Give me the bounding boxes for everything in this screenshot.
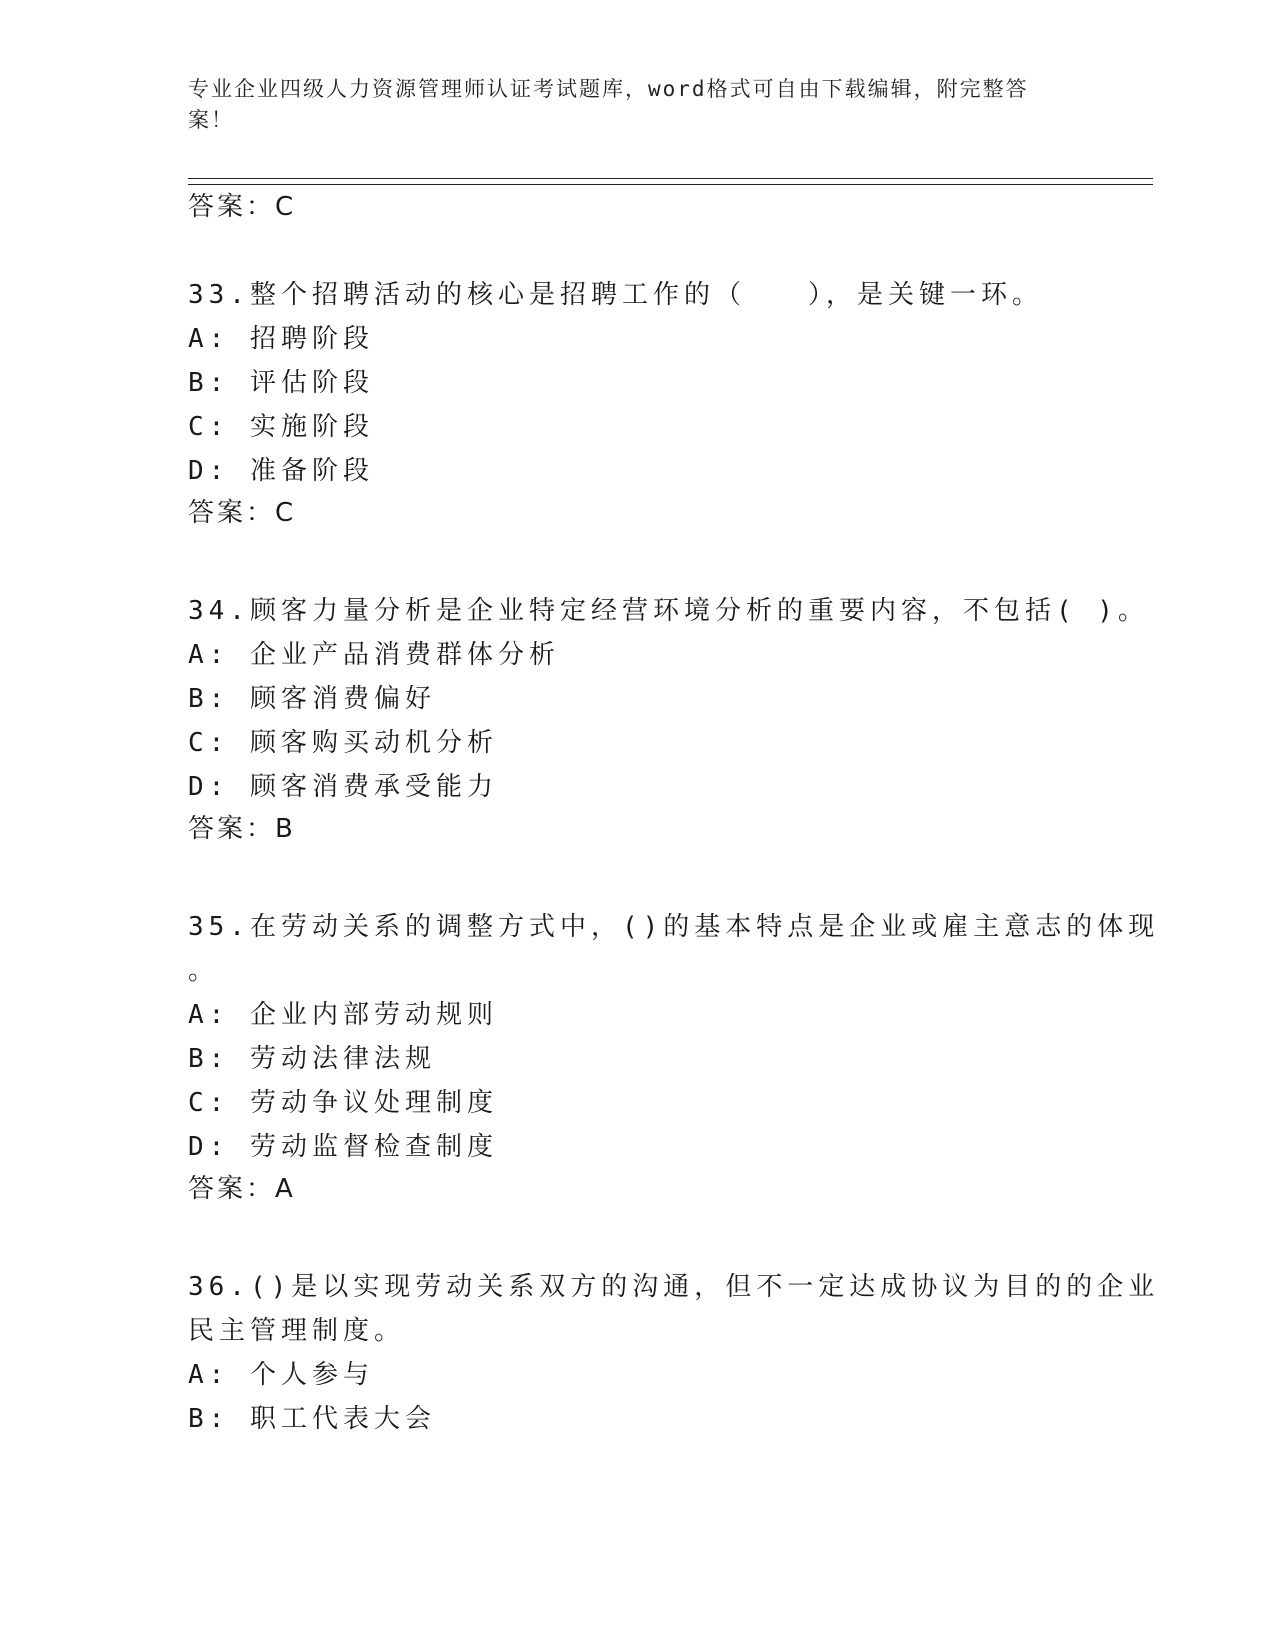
- question-35-option-a: A: 企业内部劳动规则: [188, 1000, 498, 1030]
- question-35-option-c: C: 劳动争议处理制度: [188, 1088, 498, 1118]
- question-34-option-b: B: 顾客消费偏好: [188, 684, 436, 714]
- question-35-option-b: B: 劳动法律法规: [188, 1044, 436, 1074]
- question-34-stem: 34.顾客力量分析是企业特定经营环境分析的重要内容，不包括( )。: [188, 596, 1149, 626]
- header-divider-bottom: [188, 184, 1153, 185]
- question-33-option-b: B: 评估阶段: [188, 368, 374, 398]
- header-divider-top: [188, 178, 1153, 179]
- question-35-stem-line2: 。: [188, 956, 220, 986]
- question-34-option-c: C: 顾客购买动机分析: [188, 728, 498, 758]
- question-33-option-c: C: 实施阶段: [188, 412, 374, 442]
- question-34-answer: 答案：B: [188, 814, 296, 844]
- question-34-option-a: A: 企业产品消费群体分析: [188, 640, 560, 670]
- answer-previous: 答案：C: [188, 192, 297, 222]
- question-35-option-d: D: 劳动监督检查制度: [188, 1132, 498, 1162]
- question-36-stem-line2: 民主管理制度。: [188, 1316, 406, 1346]
- question-34-option-d: D: 顾客消费承受能力: [188, 772, 498, 802]
- question-35-stem-line1: 35.在劳动关系的调整方式中，()的基本特点是企业或雇主意志的体现: [188, 912, 1160, 942]
- question-36-option-a: A: 个人参与: [188, 1360, 374, 1390]
- question-33-option-d: D: 准备阶段: [188, 456, 374, 486]
- question-33-stem: 33.整个招聘活动的核心是招聘工作的（ ），是关键一环。: [188, 280, 1043, 310]
- question-33-option-a: A: 招聘阶段: [188, 324, 374, 354]
- question-35-answer: 答案：A: [188, 1174, 296, 1204]
- question-33-answer: 答案：C: [188, 498, 297, 528]
- question-36-option-b: B: 职工代表大会: [188, 1404, 436, 1434]
- page-header: 专业企业四级人力资源管理师认证考试题库，word格式可自由下载编辑，附完整答案！: [188, 77, 1029, 132]
- question-36-stem-line1: 36.()是以实现劳动关系双方的沟通，但不一定达成协议为目的的企业: [188, 1272, 1160, 1302]
